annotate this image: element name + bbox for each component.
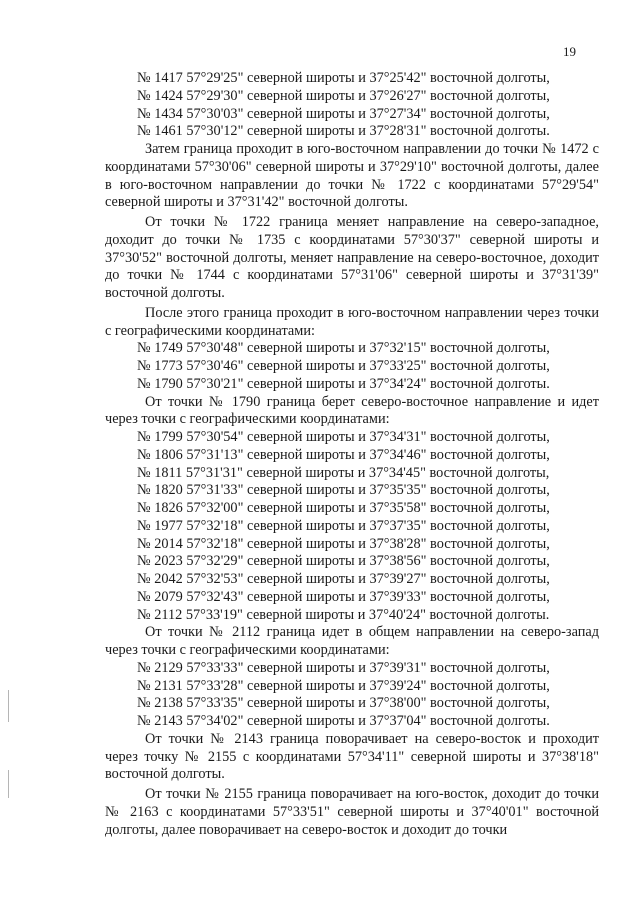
coordinate-line: № 2138 57°33'35" северной широты и 37°38'00" восточной долготы, bbox=[137, 695, 550, 712]
document-body bbox=[105, 70, 599, 839]
paragraph: От точки № 2155 граница поворачивает на юго-восток, доходит до точки № 2163 с координатами 57°33'51" северной широты и 37°40'01" восточной долготы, далее поворачивает на северо-восток и доходит до точки bbox=[105, 786, 599, 838]
scan-margin-mark bbox=[8, 770, 9, 798]
coordinate-line: № 1806 57°31'13" северной широты и 37°34'46" восточной долготы, bbox=[137, 446, 550, 463]
page-number: 19 bbox=[563, 44, 576, 59]
coordinate-line: № 1424 57°29'30" северной широты и 37°26'27" восточной долготы, bbox=[137, 87, 550, 104]
coordinate-line: № 2079 57°32'43" северной широты и 37°39'33" восточной долготы, bbox=[137, 588, 550, 605]
coordinate-line: № 2143 57°34'02" северной широты и 37°37'04" восточной долготы. bbox=[137, 713, 550, 729]
coordinate-line: № 1749 57°30'48" северной широты и 37°32'15" восточной долготы, bbox=[137, 340, 550, 357]
coordinate-line: № 2131 57°33'28" северной широты и 37°39'24" восточной долготы, bbox=[137, 677, 550, 694]
paragraph: От точки № 1722 граница меняет направление на северо-западное, доходит до точки № 1735 с координатами 57°30'37" северной широты и 37°30'52" восточной долготы, меняет направление на северо-восточное, доходит до точки № 1744 с координатами 57°31'06" северной широты и 37°31'39" восточной долготы. bbox=[105, 214, 599, 301]
paragraph: После этого граница проходит в юго-восточном направлении через точки с географическими координатами: bbox=[105, 304, 599, 339]
coordinate-line: № 1977 57°32'18" северной широты и 37°37'35" восточной долготы, bbox=[137, 517, 550, 534]
coordinate-line: № 1820 57°31'33" северной широты и 37°35'35" восточной долготы, bbox=[137, 482, 550, 499]
coordinate-line: № 2129 57°33'33" северной широты и 37°39'31" восточной долготы, bbox=[137, 659, 550, 676]
coordinate-line: № 2014 57°32'18" северной широты и 37°38'28" восточной долготы, bbox=[137, 535, 550, 552]
coordinate-line: № 1811 57°31'31" северной широты и 37°34'45" восточной долготы, bbox=[137, 464, 550, 481]
scan-margin-mark bbox=[8, 690, 9, 722]
paragraph: От точки № 1790 граница берет северо-восточное направление и идет через точки с географическими координатами: bbox=[105, 393, 599, 428]
coordinate-line: № 2023 57°32'29" северной широты и 37°38'56" восточной долготы, bbox=[137, 553, 550, 570]
paragraph: Затем граница проходит в юго-восточном направлении до точки № 1472 с координатами 57°30'06" северной широты и 37°29'10" восточной долготы, далее в юго-восточном направлении до точки № 1722 с координатами 57°29'54" северной широты и 37°31'42" восточной долготы. bbox=[105, 141, 599, 211]
coordinate-line: № 1826 57°32'00" северной широты и 37°35'58" восточной долготы, bbox=[137, 500, 550, 516]
coordinate-line: № 1461 57°30'12" северной широты и 37°28'31" восточной долготы. bbox=[137, 123, 550, 140]
coordinate-line: № 1773 57°30'46" северной широты и 37°33'25" восточной долготы, bbox=[137, 358, 550, 374]
coordinate-line: № 1434 57°30'03" северной широты и 37°27'34" восточной долготы, bbox=[137, 105, 550, 122]
coordinate-line: № 2042 57°32'53" северной широты и 37°39'27" восточной долготы, bbox=[137, 571, 550, 587]
coordinate-line: № 1799 57°30'54" северной широты и 37°34'31" восточной долготы, bbox=[137, 429, 550, 445]
coordinate-line: № 1790 57°30'21" северной широты и 37°34'24" восточной долготы. bbox=[137, 375, 550, 392]
coordinate-line: № 2112 57°33'19" северной широты и 37°40'24" восточной долготы. bbox=[137, 606, 550, 623]
paragraph: От точки № 2143 граница поворачивает на северо-восток и проходит через точку № 2155 с координатами 57°34'11" северной широты и 37°38'18" восточной долготы. bbox=[105, 730, 599, 783]
coordinate-line: № 1417 57°29'25" северной широты и 37°25'42" восточной долготы, bbox=[137, 70, 550, 86]
paragraph: От точки № 2112 граница идет в общем направлении на северо-запад через точки с географическими координатами: bbox=[105, 624, 599, 658]
